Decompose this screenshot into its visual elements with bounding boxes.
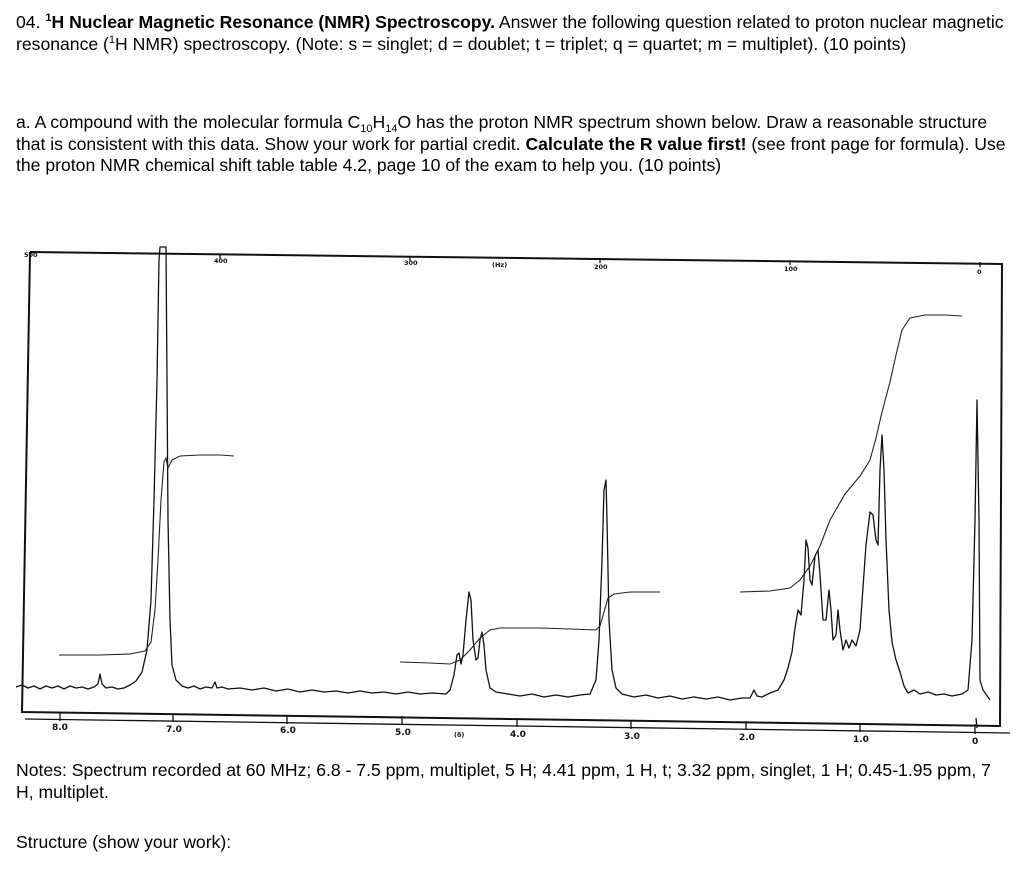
hz-tick-200: 200	[594, 263, 608, 271]
structure-prompt: Structure (show your work):	[16, 832, 232, 852]
nmr-spectrum-chart	[0, 236, 1024, 756]
ppm-tick-8: 8.0	[52, 723, 68, 733]
ppm-tick-5: 5.0	[395, 728, 411, 738]
integral-triplet-singlet	[400, 592, 660, 664]
ppm-axis	[25, 712, 1010, 747]
part-a-emphasis: Calculate the R value first!	[525, 133, 747, 154]
delta-unit-label: (δ)	[454, 731, 465, 739]
integral-aliphatic	[740, 315, 962, 592]
ppm-tick-2: 2.0	[739, 733, 755, 743]
isotope-superscript-2: 1	[108, 33, 116, 46]
hydrogen-count: 14	[385, 123, 398, 135]
question-header	[16, 12, 1006, 55]
isotope-superscript: 1	[45, 12, 52, 24]
hz-tick-500: 500	[24, 251, 38, 259]
hz-axis	[24, 251, 982, 276]
carbon-count: 10	[360, 123, 373, 135]
question-number: 04.	[16, 12, 41, 32]
ppm-tick-6: 6.0	[280, 726, 296, 736]
question-intro-1: Answer the following question related to proton nuclear magnetic resonance (	[16, 12, 1004, 54]
hz-tick-100: 100	[784, 265, 798, 273]
ppm-tick-3: 3.0	[624, 732, 640, 742]
hz-tick-400: 400	[214, 257, 228, 265]
spectrum-notes: Notes: Spectrum recorded at 60 MHz; 6.8 - 7.5 ppm, multiplet, 5 H; 4.41 ppm, 1 H, t; 3.32 ppm, singlet, 1 H; 0.45-1.95 ppm, 7 H, multiplet.	[16, 760, 991, 802]
ppm-tick-1: 1.0	[853, 735, 869, 745]
question-intro-2: H NMR) spectroscopy. (Note: s = singlet; d = doublet; t = triplet; q = quartet; m = multiplet). (10 points)	[115, 33, 907, 54]
spectrum-trace	[16, 247, 990, 700]
part-a-text-2: O has the proton NMR spectrum shown below. Draw a reasonable structure that is consistent with this data. Show your work for partial credit.	[16, 112, 988, 154]
question-title: H Nuclear Magnetic Resonance (NMR) Spectroscopy.	[51, 12, 496, 32]
ppm-tick-4: 4.0	[510, 730, 526, 740]
ppm-tick-7: 7.0	[166, 725, 182, 735]
part-a-prompt	[16, 112, 1006, 177]
chart-frame	[22, 252, 1002, 726]
ppm-tick-0: 0	[972, 737, 979, 747]
part-a-text-3: (see front page for formula). Use the proton NMR chemical shift table table 4.2, page 10 of the exam to help you. (10 points)	[16, 133, 1006, 175]
hz-tick-0: 0	[977, 268, 982, 276]
part-a-text-1: a. A compound with the molecular formula C	[16, 112, 361, 132]
integral-aromatic	[59, 455, 234, 655]
hz-tick-300: 300	[404, 259, 418, 267]
hydrogen-symbol: H	[372, 112, 386, 132]
hz-unit-label: (Hz)	[492, 261, 508, 269]
